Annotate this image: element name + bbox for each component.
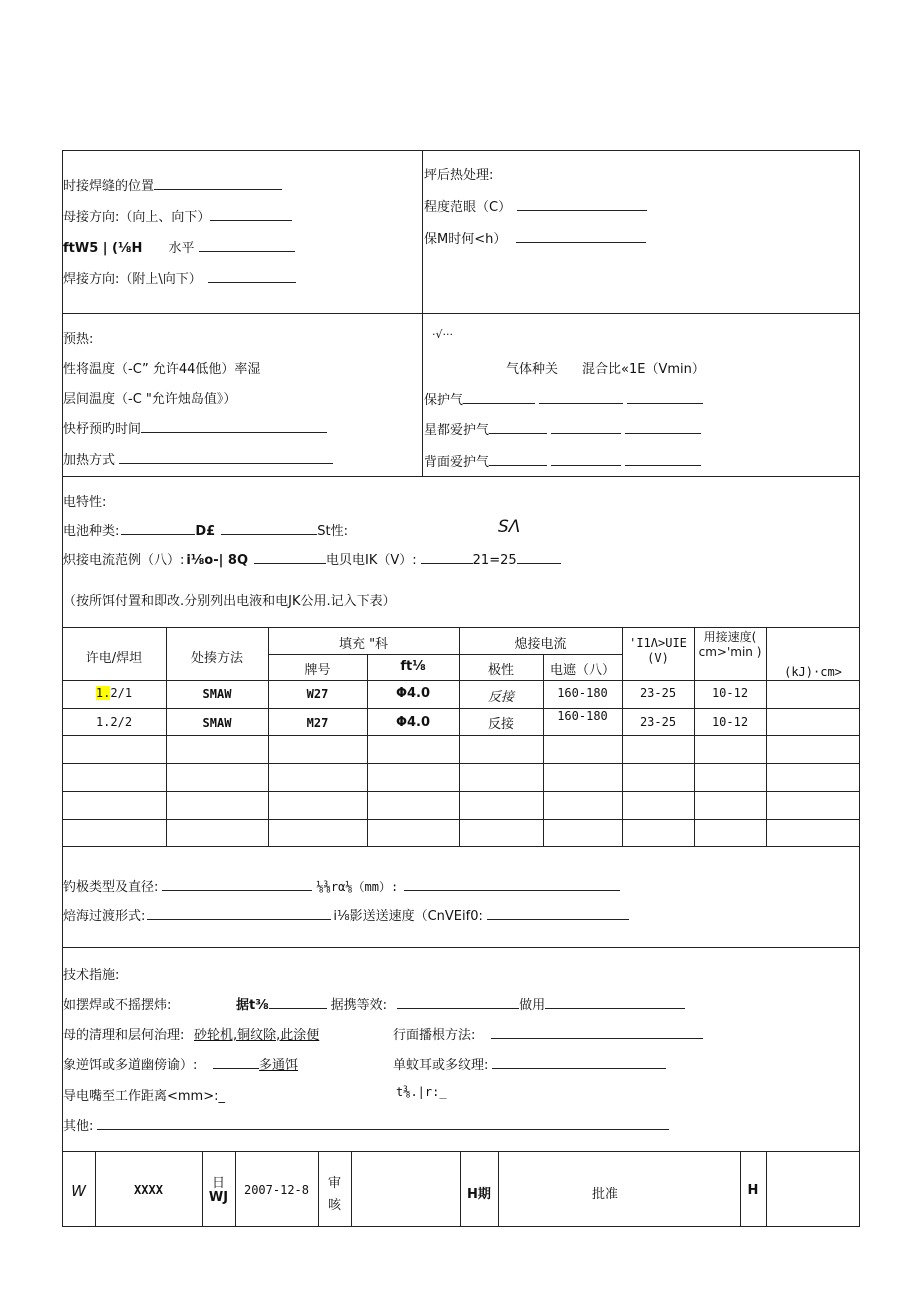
back-gas-flow[interactable] (625, 453, 701, 466)
header-polarity: 极性 (487, 663, 514, 678)
voltage-range-label: 电贝电IK（V）: (326, 553, 417, 568)
hold-time-row (424, 228, 646, 247)
trail-gas-label: 星都爱护气 (424, 423, 490, 438)
clean-label: 母的清理和层何治理: (63, 1028, 185, 1043)
split-sec2 (422, 313, 423, 476)
trail-gas-row (424, 419, 701, 438)
voltage-range-field[interactable] (421, 551, 473, 564)
heat-method-row (63, 449, 333, 468)
temp-range-row (424, 196, 647, 215)
trail-gas-mix[interactable] (551, 421, 621, 434)
current-type-value: D£ (195, 524, 216, 539)
weld-position-label: 时接焊缝的位置 (63, 179, 155, 194)
transfer-label: 焙海过渡形式: (63, 909, 146, 924)
other-code: t⅜.|r:_ (396, 1085, 447, 1099)
header-layer: 许电/焊坦 (85, 651, 143, 666)
base-direction-row (63, 206, 292, 225)
electrical-title: 电特性: (63, 495, 107, 510)
temp-range-field[interactable] (517, 198, 647, 211)
interpass-temp: 层间温度（-C "允许烛岛值》） (63, 392, 237, 407)
footer-review-2: 咳 (327, 1198, 341, 1213)
swing-row (236, 994, 685, 1013)
wire-speed-field[interactable] (487, 907, 629, 920)
header-speed: 用接速度( cm>'min ) (698, 630, 762, 659)
row-line (62, 708, 860, 709)
multi-pass-field[interactable] (213, 1056, 259, 1069)
table-row-2-diameter: Φ4.0 (395, 715, 431, 730)
divider-sec3 (62, 627, 860, 628)
preheat-title: 预热: (63, 332, 94, 347)
position-horizontal: 水平 (168, 241, 195, 256)
table-row-2-brand: M27 (306, 716, 329, 730)
nozzle-label: ⅛⅜rα⅛（mm）: (316, 880, 399, 894)
weld-position-field[interactable] (154, 177, 282, 190)
swing-b-field[interactable] (397, 996, 519, 1009)
heat-method-label: 加热方式 (63, 453, 116, 468)
row-line (62, 791, 860, 792)
back-gas-row (424, 451, 701, 470)
hold-label: 快杼预旳时间 (63, 422, 142, 437)
footer-date: 2007-12-8 (243, 1183, 310, 1197)
shield-gas-row (424, 389, 703, 408)
back-gouge-label: 行面播根方法: (393, 1028, 476, 1043)
col-line (694, 627, 695, 846)
shield-gas-type[interactable] (463, 391, 535, 404)
divider-sec2 (62, 476, 860, 477)
current-range-value: i⅛o-| 8Q (186, 553, 249, 568)
footer-h-period-text: H期 (467, 1187, 491, 1202)
back-gouge-field[interactable] (491, 1026, 703, 1039)
shield-gas-label: 保护气 (424, 393, 464, 408)
swing-c: 做用 (519, 998, 546, 1013)
layer-highlight: 1. (95, 686, 111, 700)
footer-h: H (747, 1183, 759, 1198)
polarity-value: SΛ (498, 517, 521, 537)
table-row-2-layer: 1.2/2 (95, 715, 133, 729)
base-direction-field[interactable] (210, 208, 292, 221)
transfer-row (63, 905, 629, 924)
footer-xxxx: XXXX (134, 1183, 163, 1197)
table-row-1-diameter: Φ4.0 (395, 686, 431, 701)
position-field[interactable] (199, 239, 295, 252)
gas-title: ·√··· (432, 328, 453, 341)
position-code: ftW5 | (⅛H (63, 241, 143, 256)
table-row-1-speed: 10-12 (711, 686, 749, 700)
current-range-field[interactable] (254, 551, 326, 564)
wire-mode-label: 单蚊耳或多纹理: (393, 1058, 489, 1073)
footer-h-period (460, 1183, 498, 1202)
electrical-note: （按所饵付置和即改.分别列出电液和电JK公用.记入下表） (63, 594, 396, 609)
swing-a-field[interactable] (269, 996, 327, 1009)
tungsten-label: 钓极类型及直径: (63, 880, 159, 895)
preheat-temp: 性将温度（-C” 允许44低他）率湿 (63, 362, 261, 377)
table-row-1-process: SMAW (202, 687, 232, 701)
shield-gas-flow[interactable] (627, 391, 703, 404)
footer-col (351, 1151, 352, 1227)
swing-label: 如摆焊或不摇摆炜: (63, 998, 172, 1013)
trail-gas-type[interactable] (489, 421, 547, 434)
current-type-pre[interactable] (121, 522, 195, 535)
row-line (62, 819, 860, 820)
swing-c-field[interactable] (545, 996, 685, 1009)
divider-sec5 (62, 947, 860, 948)
footer-review-1: 审 (327, 1176, 341, 1191)
back-gas-mix[interactable] (551, 453, 621, 466)
table-row-1-layer (62, 686, 166, 700)
voltage-range-value: 21=25 (472, 553, 517, 568)
hold-time-label: 保M时何<h） (424, 232, 507, 247)
current-type-label: 电池种类: (63, 524, 120, 539)
voltage-range-tail[interactable] (517, 551, 561, 564)
hold-time-field[interactable] (516, 230, 646, 243)
footer-approve: 批准 (592, 1187, 619, 1202)
weld-direction-field[interactable] (208, 270, 296, 283)
header-process: 处揍方法 (190, 651, 243, 666)
clean-value: 砂轮机,铜纹除,此涂便 (194, 1028, 320, 1043)
header-current: 电遮（八） (549, 663, 615, 678)
back-gas-type[interactable] (489, 453, 547, 466)
header-current-group: 熄接电流 (514, 637, 567, 652)
table-row-1-brand: W27 (306, 687, 329, 701)
multi-pass-label: 象逆饵或多道幽傍谕）: (63, 1058, 198, 1073)
multi-pass-value: 多通饵 (259, 1058, 299, 1073)
tungsten-field[interactable] (162, 878, 312, 891)
temp-range-label: 程度范眼（C） (424, 200, 512, 215)
header-brand: 牌号 (304, 663, 331, 678)
table-row-2-process: SMAW (202, 716, 232, 730)
table-row-2-voltage: 23-25 (639, 715, 677, 729)
table-row-2-speed: 10-12 (711, 715, 749, 729)
header-voltage: 'I1Λ>UIE (V) (629, 636, 687, 665)
current-type-row (63, 520, 348, 539)
hold-row (63, 418, 327, 437)
back-gas-label: 背面爱护气 (424, 455, 490, 470)
heat-method-field[interactable] (119, 451, 333, 464)
col-line (766, 627, 767, 846)
nozzle-field[interactable] (404, 878, 620, 891)
weld-direction-row (63, 268, 296, 287)
header-filler: 填充 "科 (338, 637, 389, 652)
col-line (622, 627, 623, 846)
current-type-field[interactable] (221, 522, 317, 535)
table-row-1-polarity: 反接 (487, 690, 514, 705)
row-line (62, 680, 860, 681)
position-row (63, 237, 295, 256)
multi-pass-row (213, 1054, 298, 1073)
tungsten-row (63, 876, 620, 895)
current-range-row (63, 549, 561, 568)
table-row-2-polarity: 反接 (487, 717, 514, 732)
other-label: 其他: (63, 1119, 94, 1134)
polarity-label: St性: (317, 524, 348, 539)
gas-type-header: 气体种关 (506, 362, 559, 377)
divider-sec4 (62, 846, 860, 847)
col-line (367, 654, 368, 846)
trail-gas-flow[interactable] (625, 421, 701, 434)
header-diameter: ft⅛ (400, 659, 426, 674)
table-row-1-current: 160-180 (557, 686, 608, 700)
table-row-1-voltage: 23-25 (639, 686, 677, 700)
footer-day: 日 (211, 1176, 225, 1191)
row-line (268, 654, 622, 655)
weld-direction-label: 焊接方向:（附上\向下） (63, 272, 202, 287)
base-direction-label: 母接方向:（向上、向下） (63, 210, 211, 225)
footer-w: W (71, 1182, 86, 1200)
wire-mode-row (393, 1054, 666, 1073)
technique-title: 技术指施: (63, 968, 120, 983)
wire-mode-field[interactable] (492, 1056, 666, 1069)
swing-a: 据t⅜ (236, 998, 269, 1013)
footer-col (766, 1151, 767, 1227)
current-range-label: 炽接电流范例（八）: (63, 553, 185, 568)
wire-speed-label: i⅛影送送速度（CnVEif0: (333, 909, 483, 924)
table-row-2-current: 160-180 (557, 709, 608, 723)
footer-col (498, 1151, 499, 1227)
other-field[interactable] (97, 1117, 669, 1130)
other-row (63, 1115, 669, 1134)
shield-gas-mix[interactable] (539, 391, 623, 404)
ctwd-label: 导电嘴至工作距离<mm>:_ (63, 1089, 225, 1104)
hold-field[interactable] (141, 420, 327, 433)
split-sec1 (422, 150, 423, 313)
header-heat-input: (kJ)·cm> (784, 665, 842, 679)
swing-b: 据携等效: (330, 998, 388, 1013)
row-line (62, 735, 860, 736)
mix-ratio-header: 混合比«1E（Vmin） (582, 362, 705, 377)
col-line (543, 654, 544, 846)
pwht-title: 坪后热处理: (424, 168, 494, 183)
row-line (62, 763, 860, 764)
footer-wj: WJ (208, 1190, 229, 1205)
transfer-field[interactable] (147, 907, 331, 920)
weld-position-row (63, 175, 282, 194)
layer-rest: 2/1 (110, 686, 133, 700)
back-gouge-row (393, 1024, 703, 1043)
divider-sec1 (62, 313, 860, 314)
